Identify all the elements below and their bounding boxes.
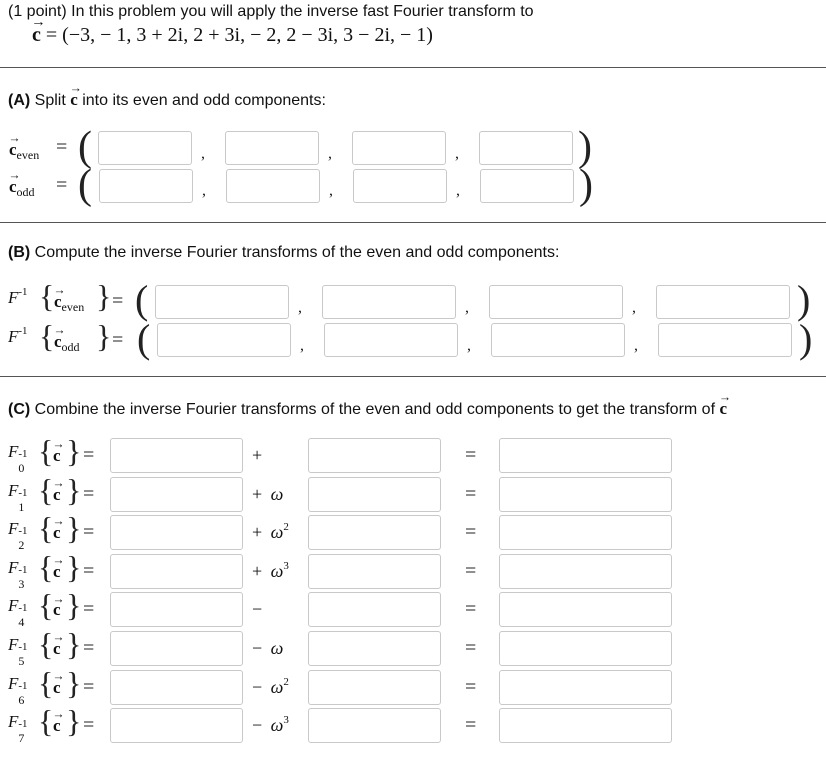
combine-left-5-input[interactable] bbox=[110, 631, 243, 666]
inv-even-1-input[interactable] bbox=[322, 285, 456, 319]
equals-sign: = bbox=[465, 482, 477, 505]
combine-right-1-input[interactable] bbox=[308, 477, 441, 512]
combine-left-4-input[interactable] bbox=[110, 592, 243, 627]
open-paren: ( bbox=[135, 277, 149, 322]
c-odd-2-input[interactable] bbox=[353, 169, 447, 203]
vector-c-symbol: → c bbox=[719, 399, 727, 419]
open-paren: ( bbox=[78, 162, 92, 208]
combine-result-1-input[interactable] bbox=[499, 477, 672, 512]
equals-sign: = bbox=[83, 637, 95, 659]
divider-3 bbox=[0, 376, 826, 377]
open-brace: { bbox=[39, 278, 55, 314]
open-brace: { bbox=[38, 548, 54, 585]
c-even-3-input[interactable] bbox=[479, 131, 573, 165]
open-brace: { bbox=[38, 510, 54, 547]
problem-statement: (1 point) In this problem you will apply the inverse fast Fourier transform to bbox=[8, 3, 534, 20]
close-brace: } bbox=[66, 548, 82, 585]
combine-left-2-input[interactable] bbox=[110, 515, 243, 550]
combine-operator: + ω bbox=[252, 483, 284, 504]
c-term: → c bbox=[53, 485, 61, 505]
open-brace: { bbox=[38, 433, 54, 469]
open-brace: { bbox=[39, 318, 55, 354]
equals-sign: = bbox=[56, 136, 68, 158]
close-paren: ) bbox=[578, 124, 592, 170]
vector-c-symbol: → c bbox=[70, 90, 78, 110]
vector-definition: → c = (−3, − 1, 3 + 2i, 2 + 3i, − 2, 2 − 3i, 3 − 2i, − 1) bbox=[32, 24, 433, 47]
combine-right-6-input[interactable] bbox=[308, 670, 441, 705]
c-term: → c bbox=[53, 446, 61, 466]
close-brace: } bbox=[66, 664, 82, 701]
combine-result-0-input[interactable] bbox=[499, 438, 672, 473]
inverse-fourier-k-label: F -1 0 bbox=[8, 442, 28, 475]
combine-operator: + bbox=[252, 445, 263, 465]
inverse-fourier-k-label: F -1 2 bbox=[8, 519, 28, 553]
c-odd-1-input[interactable] bbox=[226, 169, 320, 203]
equals-sign: = bbox=[83, 521, 95, 544]
divider-1 bbox=[0, 67, 826, 68]
c-even-label: → $c_{even}$ bbox=[9, 140, 39, 160]
close-brace: } bbox=[96, 318, 112, 354]
c-even-1-input[interactable] bbox=[225, 131, 319, 165]
combine-operator: + $\omega^3$ bbox=[252, 559, 289, 581]
combine-result-4-input[interactable] bbox=[499, 592, 672, 627]
equals-sign: = bbox=[465, 444, 477, 466]
combine-right-4-input[interactable] bbox=[308, 592, 441, 627]
divider-2 bbox=[0, 222, 826, 223]
c-even-term: → $c_{even}$ bbox=[54, 292, 84, 312]
inv-even-3-input[interactable] bbox=[656, 285, 790, 319]
c-odd-term: → $c_{odd}$ bbox=[54, 332, 80, 352]
inverse-fourier-k-label: F -1 6 bbox=[8, 673, 28, 707]
close-paren: ) bbox=[799, 316, 813, 361]
open-brace: { bbox=[38, 626, 54, 662]
part-a-heading: (A) Split → c into its even and odd components: bbox=[8, 90, 326, 110]
combine-result-6-input[interactable] bbox=[499, 670, 672, 705]
equals-sign: = bbox=[465, 675, 477, 698]
vector-c-symbol: → c bbox=[32, 24, 41, 47]
combine-right-2-input[interactable] bbox=[308, 515, 441, 550]
inv-even-2-input[interactable] bbox=[489, 285, 623, 319]
equals-sign: = bbox=[112, 329, 124, 351]
combine-left-1-input[interactable] bbox=[110, 477, 243, 512]
combine-operator: − $\omega^2$ bbox=[252, 675, 289, 697]
open-brace: { bbox=[38, 471, 54, 508]
combine-left-6-input[interactable] bbox=[110, 670, 243, 705]
inverse-fourier-k-label: F -1 4 bbox=[8, 596, 28, 630]
c-term: → c bbox=[53, 562, 61, 582]
vector-c-values: (−3, − 1, 3 + 2i, 2 + 3i, − 2, 2 − 3i, 3 − 2i, − 1) bbox=[62, 24, 433, 46]
inverse-fourier-k-label: F -1 3 bbox=[8, 557, 28, 591]
c-odd-3-input[interactable] bbox=[480, 169, 574, 203]
close-brace: } bbox=[96, 278, 112, 314]
inverse-fourier-k-label: F -1 7 bbox=[8, 712, 28, 746]
close-brace: } bbox=[66, 703, 82, 740]
combine-left-7-input[interactable] bbox=[110, 708, 243, 743]
combine-result-5-input[interactable] bbox=[499, 631, 672, 666]
inverse-fourier-k-label: F -1 1 bbox=[8, 480, 28, 514]
combine-left-0-input[interactable] bbox=[110, 438, 243, 473]
c-odd-0-input[interactable] bbox=[99, 169, 193, 203]
equals-sign: = bbox=[83, 675, 95, 698]
open-paren: ( bbox=[78, 124, 92, 170]
close-brace: } bbox=[66, 433, 82, 469]
inverse-fourier-k-label: F -1 5 bbox=[8, 635, 28, 668]
equals-sign: = bbox=[465, 559, 477, 582]
close-brace: } bbox=[66, 587, 82, 624]
close-paren: ) bbox=[797, 277, 811, 322]
c-term: → c bbox=[53, 639, 61, 659]
c-term: → c bbox=[53, 716, 61, 736]
inverse-fourier-odd-label: $F^{-1}$ bbox=[8, 325, 28, 346]
c-even-0-input[interactable] bbox=[98, 131, 192, 165]
combine-operator: − bbox=[252, 599, 263, 620]
combine-right-5-input[interactable] bbox=[308, 631, 441, 666]
combine-operator: − ω bbox=[252, 638, 284, 658]
combine-right-3-input[interactable] bbox=[308, 554, 441, 589]
equals-sign: = bbox=[83, 482, 95, 505]
combine-result-2-input[interactable] bbox=[499, 515, 672, 550]
open-paren: ( bbox=[137, 316, 151, 361]
open-brace: { bbox=[38, 664, 54, 701]
inverse-fourier-even-label: $F^{-1}$ bbox=[8, 286, 28, 307]
equals-sign: = bbox=[465, 598, 477, 621]
c-term: → c bbox=[53, 600, 61, 620]
combine-right-7-input[interactable] bbox=[308, 708, 441, 743]
equals-sign: = bbox=[83, 714, 95, 737]
close-brace: } bbox=[66, 626, 82, 662]
equals-sign: = bbox=[465, 521, 477, 544]
combine-operator: − $\omega^3$ bbox=[252, 714, 289, 736]
equals-sign: = bbox=[465, 714, 477, 737]
combine-left-3-input[interactable] bbox=[110, 554, 243, 589]
c-even-2-input[interactable] bbox=[352, 131, 446, 165]
equals-sign: = bbox=[83, 598, 95, 621]
inv-odd-1-input[interactable] bbox=[324, 323, 458, 357]
equals-sign: = bbox=[112, 290, 124, 312]
c-term: → c bbox=[53, 678, 61, 698]
close-brace: } bbox=[66, 510, 82, 547]
inv-odd-0-input[interactable] bbox=[157, 323, 291, 357]
combine-result-7-input[interactable] bbox=[499, 708, 672, 743]
combine-operator: + $\omega^2$ bbox=[252, 521, 289, 543]
close-brace: } bbox=[66, 471, 82, 508]
equals-sign: = bbox=[56, 174, 68, 196]
part-c-heading: (C) Combine the inverse Fourier transforms of the even and odd components to get the transform of → c bbox=[8, 399, 727, 419]
open-brace: { bbox=[38, 703, 54, 740]
c-term: → c bbox=[53, 523, 61, 543]
equals-sign: = bbox=[465, 637, 477, 659]
close-paren: ) bbox=[579, 162, 593, 208]
inv-odd-3-input[interactable] bbox=[658, 323, 792, 357]
part-b-heading: (B) Compute the inverse Fourier transforms of the even and odd components: bbox=[8, 244, 560, 261]
open-brace: { bbox=[38, 587, 54, 624]
combine-right-0-input[interactable] bbox=[308, 438, 441, 473]
equals-sign: = bbox=[83, 559, 95, 582]
inv-odd-2-input[interactable] bbox=[491, 323, 625, 357]
inv-even-0-input[interactable] bbox=[155, 285, 289, 319]
equals-sign: = bbox=[83, 444, 95, 466]
c-odd-label: → $c_{odd}$ bbox=[9, 177, 35, 197]
combine-result-3-input[interactable] bbox=[499, 554, 672, 589]
